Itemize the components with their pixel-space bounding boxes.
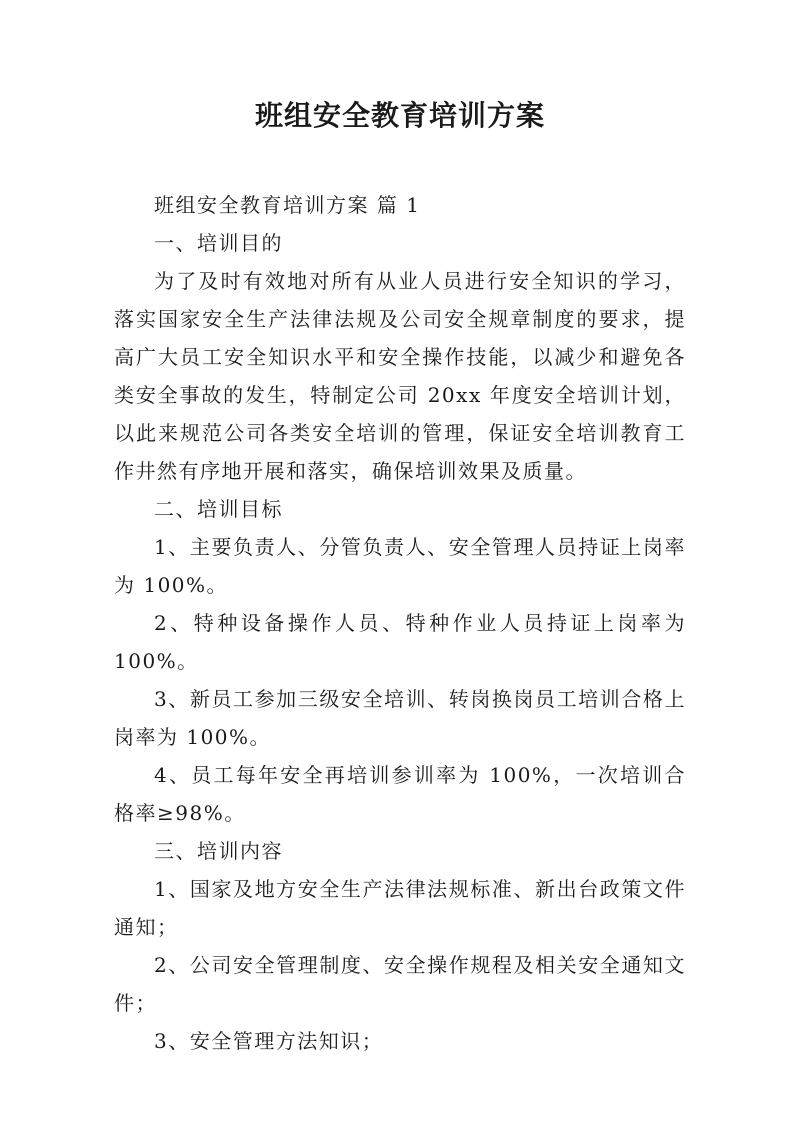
goal-item-4: 4、员工每年安全再培训参训率为 100%，一次培训合格率≥98%。 xyxy=(114,763,686,825)
paragraph-purpose: 为了及时有效地对所有从业人员进行安全知识的学习，落实国家安全生产法律法规及公司安全规章制度的要求，提高广大员工安全知识水平和安全操作技能，以减少和避免各类安全事故的发生，特制定公司 20xx 年度安全培训计划，以此来规范公司各类安全培训的管理，保证安全培训教育工作井然有序地开展和落实，确保培训效果及质量。 xyxy=(114,269,686,483)
goal-item-1: 1、主要负责人、分管负责人、安全管理人员持证上岗率为 100%。 xyxy=(114,535,686,597)
content-item-3: 3、安全管理方法知识； xyxy=(154,1029,384,1053)
document-body xyxy=(114,186,686,1060)
heading-training-purpose: 一、培训目的 xyxy=(154,231,283,255)
goal-item-3: 3、新员工参加三级安全培训、转岗换岗员工培训合格上岗率为 100%。 xyxy=(114,687,686,749)
content-item-2: 2、公司安全管理制度、安全操作规程及相关安全通知文件； xyxy=(114,953,686,1015)
heading-training-content: 三、培训内容 xyxy=(154,839,283,863)
content-item-1: 1、国家及地方安全生产法律法规标准、新出台政策文件通知； xyxy=(114,877,686,939)
section-heading: 班组安全教育培训方案 篇 1 xyxy=(154,193,421,217)
heading-training-goals: 二、培训目标 xyxy=(154,497,283,521)
document-title: 班组安全教育培训方案 xyxy=(254,99,545,132)
goal-item-2: 2、特种设备操作人员、特种作业人员持证上岗率为100%。 xyxy=(114,611,686,673)
